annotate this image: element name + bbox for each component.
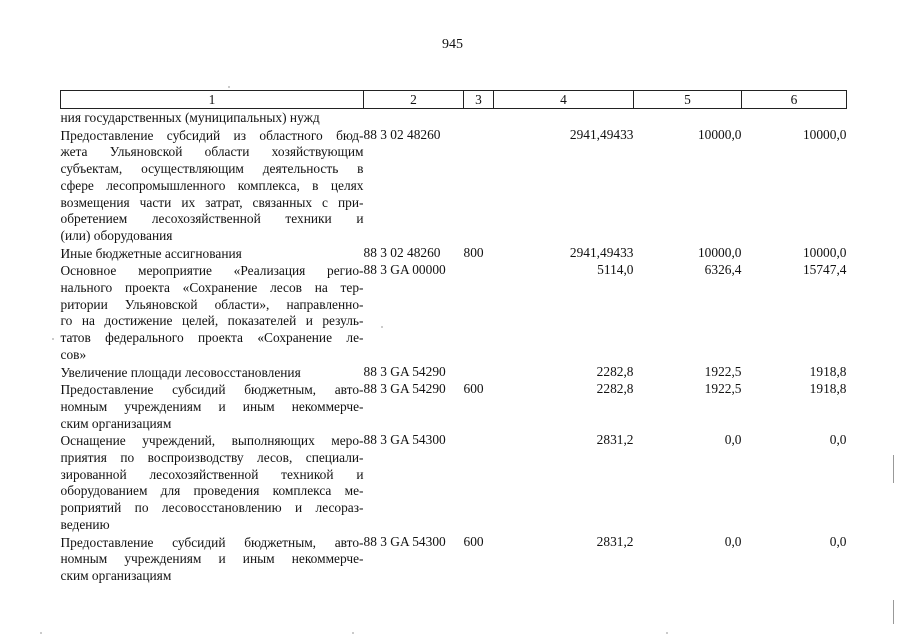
row-value-col6 xyxy=(742,109,847,127)
row-value-col5: 1922,5 xyxy=(704,363,742,379)
description-line: Предоставление субсидий бюджетным, авто- xyxy=(60,382,364,398)
row-description xyxy=(61,381,364,432)
description-line: Увеличение площади лесовосстановления xyxy=(60,364,301,380)
description-line: Иные бюджетные ассигнования xyxy=(60,245,242,261)
row-value-col6: 15747,4 xyxy=(802,262,847,278)
description-line: сфере лесопромышленного комплекса, в целях xyxy=(60,177,364,193)
row-value-col6: 10000,0 xyxy=(802,126,847,142)
row-code: 88 3 GA 54300 xyxy=(363,432,446,448)
row-value-col6: 1918,8 xyxy=(809,363,847,379)
row-value-col5: 10000,0 xyxy=(697,244,742,260)
description-line: номным учреждениям и иным некоммерче- xyxy=(60,398,364,414)
table-row xyxy=(61,432,847,533)
row-value-col5: 0,0 xyxy=(724,533,742,549)
header-col-1: 1 xyxy=(61,91,364,109)
description-line: (или) оборудования xyxy=(60,227,173,243)
scan-edge-mark xyxy=(893,600,894,624)
table-row xyxy=(61,534,847,585)
header-col-6: 6 xyxy=(742,91,847,109)
description-line: нального проекта «Сохранение лесов на тер- xyxy=(60,280,364,296)
row-code: 88 3 GA 54290 xyxy=(363,363,446,379)
scan-speck xyxy=(666,632,668,634)
row-value-col4: 5114,0 xyxy=(597,262,634,278)
scan-speck xyxy=(228,86,230,88)
row-value-col4: 2941,49433 xyxy=(569,126,634,142)
description-line: роприятий по лесовосстановлению и лесораз- xyxy=(60,500,364,516)
description-line: ским организациям xyxy=(60,567,172,583)
scan-speck xyxy=(52,338,54,340)
row-value-col5: 10000,0 xyxy=(697,126,742,142)
header-col-4: 4 xyxy=(494,91,634,109)
description-line: Предоставление субсидий из областного бюд- xyxy=(60,127,364,143)
row-description xyxy=(61,109,364,127)
row-expense-type xyxy=(464,364,494,382)
row-code: 88 3 GA 00000 xyxy=(363,262,446,278)
row-expense-type: 800 xyxy=(463,244,484,260)
row-value-col6: 1918,8 xyxy=(809,381,847,397)
table-row xyxy=(61,262,847,363)
row-description xyxy=(61,245,364,263)
header-col-3: 3 xyxy=(464,91,494,109)
table-row xyxy=(61,381,847,432)
description-line: зированной лесохозяйственной техникой и xyxy=(60,466,364,482)
row-description xyxy=(61,127,364,245)
row-code: 88 3 02 48260 xyxy=(363,126,441,142)
row-expense-type: 600 xyxy=(463,533,484,549)
description-line: Предоставление субсидий бюджетным, авто- xyxy=(60,534,364,550)
row-expense-type xyxy=(464,432,494,533)
description-line: ским организациям xyxy=(60,415,172,431)
header-col-5: 5 xyxy=(634,91,742,109)
row-value-col4: 2282,8 xyxy=(596,381,634,397)
row-expense-type xyxy=(464,262,494,363)
row-code: 88 3 GA 54300 xyxy=(363,533,446,549)
description-line: ния государственных (муниципальных) нужд xyxy=(60,110,320,125)
description-line: возмещения части их затрат, связанных с при- xyxy=(60,194,364,210)
description-line: субъектам, осуществляющим деятельность в xyxy=(60,161,364,177)
description-line: го на достижение целей, показателей и резуль- xyxy=(60,313,364,329)
row-description xyxy=(61,534,364,585)
description-line: приятия по воспроизводству лесов, специали- xyxy=(60,450,364,466)
row-value-col4: 2831,2 xyxy=(596,533,634,549)
row-description xyxy=(61,262,364,363)
row-description xyxy=(61,364,364,382)
scan-speck xyxy=(40,632,42,634)
row-code: 88 3 02 48260 xyxy=(363,244,441,260)
description-line: обретением лесохозяйственной техники и xyxy=(60,211,364,227)
description-line: ритории Ульяновской области», направленно- xyxy=(60,296,364,312)
row-value-col6: 0,0 xyxy=(829,533,847,549)
description-line: Оснащение учреждений, выполняющих меро- xyxy=(60,433,364,449)
description-line: сов» xyxy=(60,346,87,362)
description-line: ведению xyxy=(60,516,110,532)
row-expense-type xyxy=(464,109,494,127)
table-row xyxy=(61,127,847,245)
row-value-col4: 2941,49433 xyxy=(569,244,634,260)
row-expense-type: 600 xyxy=(463,381,484,397)
row-value-col4 xyxy=(494,109,634,127)
row-expense-type xyxy=(464,127,494,245)
row-code xyxy=(364,109,464,127)
row-value-col4: 2282,8 xyxy=(596,363,634,379)
description-line: жета Ульяновской области хозяйствующим xyxy=(60,144,364,160)
table-row xyxy=(61,245,847,263)
scan-edge-mark xyxy=(893,455,894,483)
row-description xyxy=(61,432,364,533)
page-number: 945 xyxy=(442,37,463,52)
table-row xyxy=(61,364,847,382)
description-line: оборудованием для проведения комплекса ме- xyxy=(60,483,364,499)
row-value-col5: 1922,5 xyxy=(704,381,742,397)
description-line: татов федерального проекта «Сохранение ле- xyxy=(60,330,364,346)
row-value-col5 xyxy=(634,109,742,127)
table-row xyxy=(61,109,847,127)
row-value-col6: 10000,0 xyxy=(802,244,847,260)
row-value-col5: 6326,4 xyxy=(704,262,742,278)
description-line: Основное мероприятие «Реализация регио- xyxy=(60,263,364,279)
description-line: номным учреждениям и иным некоммерче- xyxy=(60,551,364,567)
header-row xyxy=(61,91,847,109)
scan-speck xyxy=(381,326,383,328)
row-code: 88 3 GA 54290 xyxy=(363,381,446,397)
row-value-col4: 2831,2 xyxy=(596,432,634,448)
row-value-col6: 0,0 xyxy=(829,432,847,448)
scan-speck xyxy=(352,632,354,634)
row-value-col5: 0,0 xyxy=(724,432,742,448)
header-col-2: 2 xyxy=(364,91,464,109)
budget-table xyxy=(60,90,847,585)
